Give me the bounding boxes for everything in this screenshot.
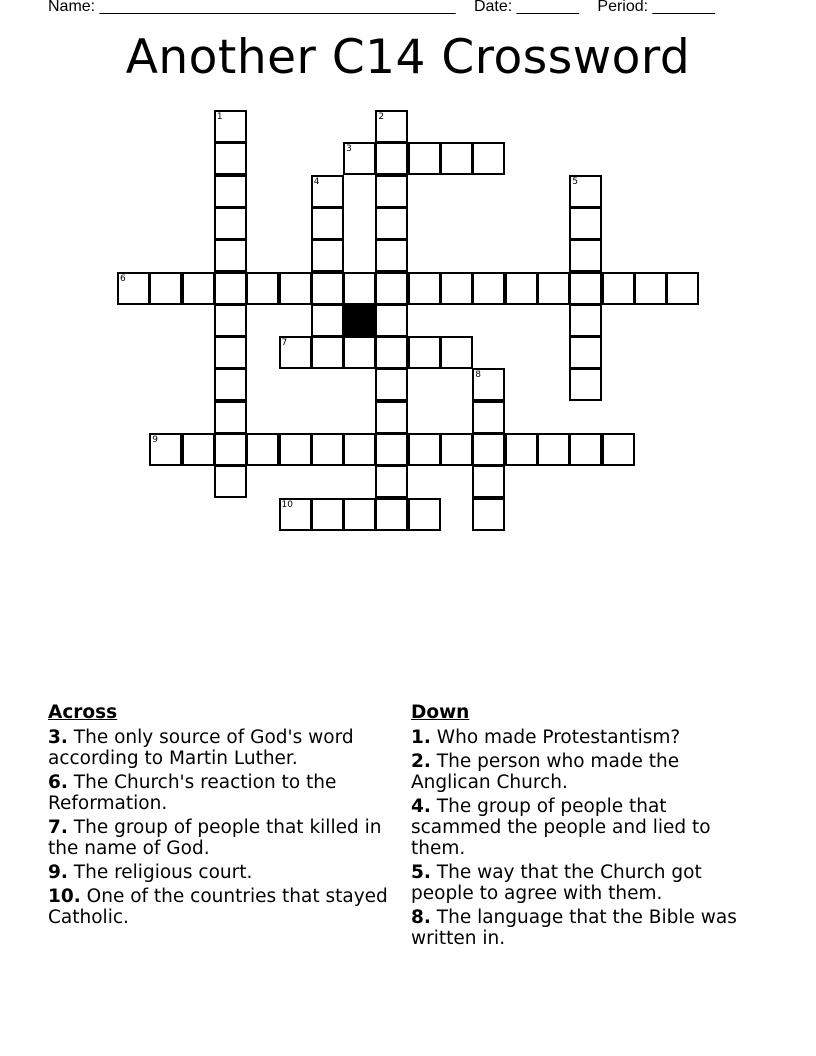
clue-text: One of the countries that stayed Catholic.	[48, 886, 388, 928]
grid-cell[interactable]	[408, 498, 441, 531]
grid-cell[interactable]	[375, 433, 408, 466]
grid-cell[interactable]	[375, 465, 408, 498]
grid-cell[interactable]	[279, 272, 312, 305]
grid-cell[interactable]	[149, 272, 182, 305]
clue-text: Who made Protestantism?	[436, 727, 681, 748]
clue-number-label: 5	[572, 176, 578, 187]
clue-text: The religious court.	[73, 862, 253, 883]
grid-cell[interactable]	[279, 498, 312, 531]
grid-cell[interactable]	[214, 336, 247, 369]
clue-number-label: 3	[346, 144, 352, 155]
grid-cell[interactable]	[537, 433, 570, 466]
grid-cell[interactable]	[214, 142, 247, 175]
across-clue	[48, 727, 388, 769]
grid-cell[interactable]	[472, 368, 505, 401]
grid-cell[interactable]	[375, 142, 408, 175]
grid-cell[interactable]	[311, 207, 344, 240]
grid-cell[interactable]	[182, 433, 215, 466]
grid-cell[interactable]	[214, 401, 247, 434]
grid-cell[interactable]	[505, 272, 538, 305]
grid-cell[interactable]	[375, 304, 408, 337]
grid-cell[interactable]	[440, 272, 473, 305]
clue-number: 7.	[48, 817, 68, 838]
period-label[interactable]: Period: _______	[597, 0, 715, 15]
grid-cell[interactable]	[375, 336, 408, 369]
clue-text: The group of people that scammed the people and lied to them.	[411, 796, 711, 859]
clue-text: The only source of God's word according to Martin Luther.	[48, 727, 354, 769]
clue-text: The person who made the Anglican Church.	[411, 751, 680, 793]
grid-cell[interactable]	[343, 272, 376, 305]
grid-cell[interactable]	[569, 304, 602, 337]
grid-cell[interactable]	[214, 304, 247, 337]
grid-cell[interactable]	[375, 272, 408, 305]
date-label[interactable]: Date: _______	[473, 0, 579, 15]
down-clue	[411, 796, 751, 859]
grid-cell[interactable]	[375, 207, 408, 240]
grid-cell[interactable]	[472, 433, 505, 466]
grid-cell[interactable]	[343, 336, 376, 369]
grid-cell[interactable]	[311, 239, 344, 272]
grid-cell[interactable]	[602, 433, 635, 466]
grid-cell[interactable]	[214, 465, 247, 498]
grid-cell[interactable]	[472, 272, 505, 305]
grid-cell[interactable]	[408, 142, 441, 175]
grid-cell[interactable]	[343, 142, 376, 175]
clue-number: 4.	[411, 796, 431, 817]
grid-cell[interactable]	[569, 207, 602, 240]
clue-number: 10.	[48, 886, 81, 907]
clue-number-label: 7	[281, 338, 288, 349]
clue-text: The language that the Bible was written in.	[411, 907, 737, 949]
grid-cell[interactable]	[408, 336, 441, 369]
clue-number-label: 10	[281, 499, 293, 510]
grid-cell[interactable]	[375, 401, 408, 434]
clue-number: 2.	[411, 751, 431, 772]
grid-cell[interactable]	[472, 498, 505, 531]
clue-number-label: 8	[475, 370, 482, 381]
grid-cell[interactable]	[375, 368, 408, 401]
grid-cell[interactable]	[214, 368, 247, 401]
grid-cell[interactable]	[311, 272, 344, 305]
grid-cell[interactable]	[311, 304, 344, 337]
across-clue	[48, 886, 388, 928]
down-clue	[411, 862, 751, 904]
clue-number-label: 2	[378, 112, 385, 122]
clue-number: 6.	[48, 772, 68, 793]
grid-cell[interactable]	[214, 110, 247, 143]
grid-cell[interactable]	[569, 272, 602, 305]
grid-cell[interactable]	[472, 465, 505, 498]
grid-cell[interactable]	[279, 433, 312, 466]
across-heading: Across	[48, 702, 118, 723]
clue-text: The way that the Church got people to agree with them.	[411, 862, 702, 904]
clue-number: 3.	[48, 727, 68, 748]
grid-cell[interactable]	[440, 433, 473, 466]
grid-cell[interactable]	[343, 498, 376, 531]
grid-cell[interactable]	[569, 433, 602, 466]
grid-cell[interactable]	[279, 336, 312, 369]
grid-cell[interactable]	[311, 498, 344, 531]
grid-cell[interactable]	[472, 401, 505, 434]
grid-cell[interactable]	[246, 272, 279, 305]
grid-cell[interactable]	[569, 368, 602, 401]
page-title: Another C14 Crossword	[125, 30, 691, 85]
grid-cell[interactable]	[408, 272, 441, 305]
grid-cell[interactable]	[214, 207, 247, 240]
grid-cell[interactable]	[343, 433, 376, 466]
clue-text: The group of people that killed in the name of God.	[48, 817, 382, 859]
grid-cell[interactable]	[214, 272, 247, 305]
grid-cell[interactable]	[537, 272, 570, 305]
across-clue	[48, 772, 388, 814]
down-clue	[411, 727, 751, 748]
grid-cell[interactable]	[214, 433, 247, 466]
grid-cell[interactable]	[149, 433, 182, 466]
clue-number: 5.	[411, 862, 431, 883]
clue-number-label: 6	[120, 273, 126, 284]
grid-cell[interactable]	[246, 433, 279, 466]
clue-number: 8.	[411, 907, 431, 928]
down-clue	[411, 751, 751, 793]
black-square	[343, 304, 376, 337]
across-clue	[48, 862, 388, 883]
name-label[interactable]: Name: ________________________________________	[48, 0, 456, 15]
grid-cell[interactable]	[311, 336, 344, 369]
clue-number-label: 1	[216, 112, 223, 122]
grid-cell[interactable]	[440, 336, 473, 369]
grid-cell[interactable]	[634, 272, 667, 305]
grid-cell[interactable]	[408, 433, 441, 466]
down-clues	[411, 702, 751, 952]
grid-cell[interactable]	[311, 433, 344, 466]
grid-cell[interactable]	[375, 175, 408, 208]
grid-cell[interactable]	[666, 272, 699, 305]
across-clues	[48, 702, 388, 931]
grid-cell[interactable]	[375, 498, 408, 531]
clue-number-label: 4	[313, 176, 320, 187]
grid-cell[interactable]	[569, 175, 602, 208]
clue-text: The Church's reaction to the Reformation.	[48, 772, 337, 814]
grid-cell[interactable]	[569, 239, 602, 272]
clue-number: 1.	[411, 727, 431, 748]
grid-cell[interactable]	[440, 142, 473, 175]
grid-cell[interactable]	[602, 272, 635, 305]
grid-cell[interactable]	[311, 175, 344, 208]
grid-cell[interactable]	[472, 142, 505, 175]
clue-number: 9.	[48, 862, 68, 883]
grid-cell[interactable]	[569, 336, 602, 369]
down-clue	[411, 907, 751, 949]
grid-cell[interactable]	[375, 110, 408, 143]
grid-cell[interactable]	[505, 433, 538, 466]
grid-cell[interactable]	[117, 272, 150, 305]
grid-cell[interactable]	[182, 272, 215, 305]
grid-cell[interactable]	[214, 175, 247, 208]
grid-cell[interactable]	[214, 239, 247, 272]
down-heading: Down	[411, 702, 470, 723]
grid-cell[interactable]	[375, 239, 408, 272]
clue-number-label: 9	[152, 435, 159, 445]
across-clue	[48, 817, 388, 859]
